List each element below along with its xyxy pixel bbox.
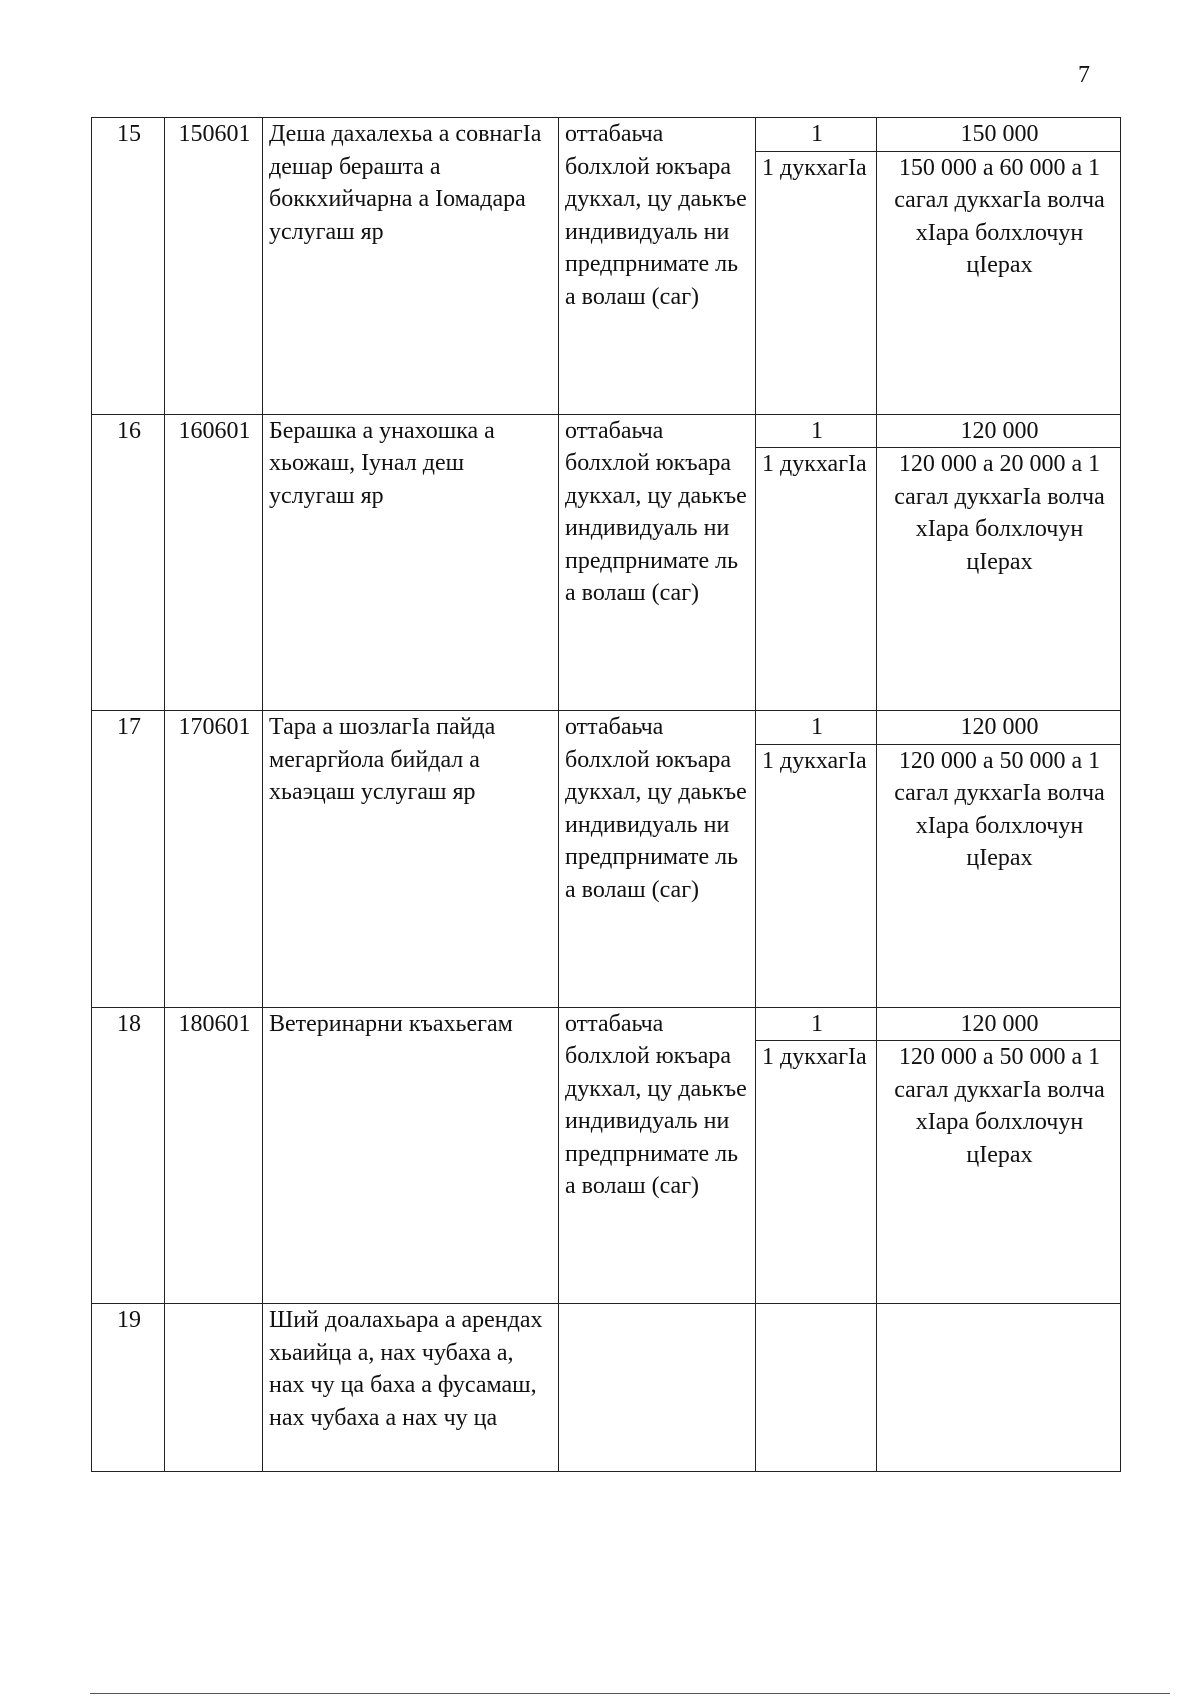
page-bottom-rule — [90, 1693, 1170, 1694]
tariff-table — [91, 117, 1121, 1472]
quantity: 1 — [756, 414, 877, 448]
activity-code: 170601 — [165, 711, 263, 1008]
calculation-basis: оттабаьча болхлой юкъара дукхал, цу даькъе индивидуаль ни предпрнимате ль а волаш (саг) — [559, 414, 756, 711]
amount: 150 000 — [877, 118, 1121, 152]
quantity-additional: 1 дукхагIа — [756, 1041, 877, 1304]
amount-additional: 120 000 а 50 000 а 1 сагал дукхагIа волча хIара болхлочун цIерах — [877, 1041, 1121, 1304]
quantity: 1 — [756, 711, 877, 745]
amount-additional: 120 000 а 50 000 а 1 сагал дукхагIа волча хIара болхлочун цIерах — [877, 744, 1121, 1007]
amount — [877, 1304, 1121, 1472]
calculation-basis: оттабаьча болхлой юкъара дукхал, цу даькъе индивидуаль ни предпрнимате ль а волаш (саг) — [559, 711, 756, 1008]
quantity-additional: 1 дукхагIа — [756, 448, 877, 711]
activity-code — [165, 1304, 263, 1472]
row-number: 18 — [92, 1007, 165, 1304]
page-number: 7 — [1078, 62, 1090, 88]
row-number: 19 — [92, 1304, 165, 1472]
table-row — [92, 118, 1121, 152]
row-number: 16 — [92, 414, 165, 711]
amount: 120 000 — [877, 1007, 1121, 1041]
quantity-additional: 1 дукхагIа — [756, 744, 877, 1007]
calculation-basis: оттабаьча болхлой юкъара дукхал, цу даькъе индивидуаль ни предпрнимате ль а волаш (саг) — [559, 1007, 756, 1304]
activity-code: 160601 — [165, 414, 263, 711]
amount: 120 000 — [877, 414, 1121, 448]
quantity: 1 — [756, 118, 877, 152]
amount: 120 000 — [877, 711, 1121, 745]
quantity-additional: 1 дукхагIа — [756, 151, 877, 414]
activity-name: Ветеринарни къахьегам — [263, 1007, 559, 1304]
quantity: 1 — [756, 1007, 877, 1041]
table-row — [92, 1304, 1121, 1472]
table-row — [92, 711, 1121, 745]
calculation-basis: оттабаьча болхлой юкъара дукхал, цу даькъе индивидуаль ни предпрнимате ль а волаш (саг) — [559, 118, 756, 415]
row-number: 17 — [92, 711, 165, 1008]
row-number: 15 — [92, 118, 165, 415]
quantity — [756, 1304, 877, 1472]
activity-name: Берашка а унахошка а хьожаш, Iунал деш услугаш яр — [263, 414, 559, 711]
amount-additional: 150 000 а 60 000 а 1 сагал дукхагIа волча хIара болхлочун цIерах — [877, 151, 1121, 414]
activity-name: Деша дахалехьа а совнагIа дешар бераштa а боккхийчарна а Iомадара услугаш яр — [263, 118, 559, 415]
calculation-basis — [559, 1304, 756, 1472]
activity-name: Ший доалахьара а арендах хьаийца а, нах чубаха а, нах чу ца баха а фусамаш, нах чубаха а нах чу ца — [263, 1304, 559, 1472]
amount-additional: 120 000 а 20 000 а 1 сагал дукхагIа волча хIара болхлочун цIерах — [877, 448, 1121, 711]
activity-code: 180601 — [165, 1007, 263, 1304]
activity-name: Тара а шозлагIа пайда мегаргйола бийдал а хьаэцаш услугаш яр — [263, 711, 559, 1008]
activity-code: 150601 — [165, 118, 263, 415]
table-row — [92, 414, 1121, 448]
table-row — [92, 1007, 1121, 1041]
